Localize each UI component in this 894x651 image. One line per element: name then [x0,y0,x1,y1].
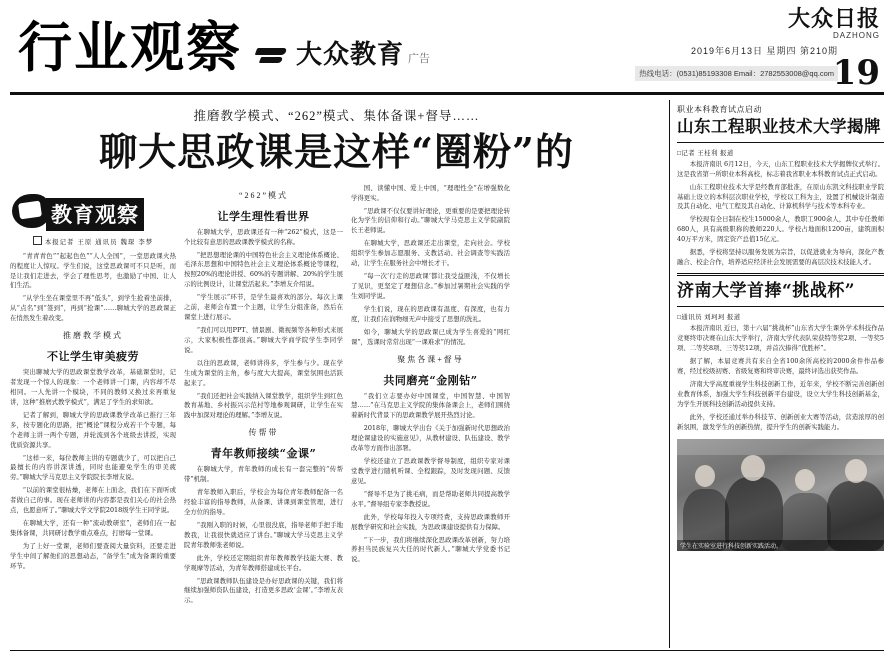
paragraph: 记者了解到，聊城大学的思政课教学改革已推行三年多，按专题化的思路，把“概论”课程分成若干个专题，每个老师主讲一两个专题，并轮流到各个班级去讲授，实现优质资源共享。 [10,410,176,449]
paragraph: “把思想理论课的中国特色社会主义理论体系概论、毛泽东思想和中国特色社会主义理论体系概论等课程，按照20%的理论讲授、60%的专题讲解、20%的学生展示的比例设计，让课堂活起来。”李增友介绍说。 [184,250,343,289]
sub-brand [256,6,430,68]
paragraph: 在聊城大学，还有一种“流动教研室”，老师们在一起集体备课，共同研讨教学重点难点，打磨每一堂课。 [10,519,176,537]
article-kicker: 推磨教学模式、“262”模式、集体备课+督导…… [193,109,480,123]
sidebar-headline-2: 济南大学首捧“挑战杯” [677,281,856,302]
paragraph: “以前的课堂很枯燥，老师在上面念，我们在下面听或者做自己的事。现在老师讲的内容都是我们关心的社会热点，也愿意听了。”聊城大学文学院2018级学生王同学说。 [10,486,176,515]
divider [677,306,884,307]
swoosh-icon [256,42,290,68]
paragraph: 济南大学高度重视学生科技创新工作，近年来，学校不断完善创新创业教育体系，加强大学生科技创新平台建设，设立大学生科技创新基金，为学生开展科技创新活动提供支持。 [677,380,884,408]
byline-text: 本报记者 王原 通讯员 魏琛 李梦 [44,237,154,246]
page-body [10,100,884,648]
publication-name-cn: 大众日报 [787,6,880,32]
education-observation-logo [12,192,162,232]
photo-figure-head [741,455,765,481]
sidebar-kicker-1: 职业本科教育试点启动 [677,105,762,114]
sidebar-headline-1: 山东工程职业技术大学揭牌 [677,117,881,136]
advertisement-tag: 广告 [408,53,431,65]
publication-name-en: DAZHONG [833,31,880,40]
section-subhead: 让学生理性看世界 [217,209,310,223]
page-number: 19 [832,53,880,93]
sub-brand-label: 大众教育 [296,40,405,70]
section-label: 传帮带 [248,428,279,438]
photo-figure-head [795,469,815,491]
section-label: 聚焦各课+督导 [397,354,464,364]
sidebar-byline-1: □记者 王桂利 报道 [677,149,734,157]
paragraph: 在聊城大学，思政课还有一种“262”模式，这是一个比较有意思的思政课教学模式的名称。 [184,227,343,246]
paragraph: 突出聊城大学的思政课堂教学改革，基础课堂时，记者发现一个惊人的现象：一个老师讲一门课，内容却不尽相同。一人先讲一个模块，不同的教师又换过来再重复讲，这种“推磨式教学模式”，满足了学生的求知欲。 [10,368,176,406]
article-headline: 聊大思政课是这样“圈粉”的 [99,129,574,174]
paragraph: “思政课不仅仅要讲好理论，更重要的是要把理论转化为学生的信仰和行动。”聊城大学马克思主义学院副院长王老师说。 [351,206,510,235]
contact-info: 热线电话：(0531)85193308 Email：2782553008@qq.com [635,66,838,81]
sidebar-byline-2: □通讯员 刘珂珂 报道 [677,314,741,322]
paragraph: 山东工程职业技术大学是经教育部批准，在原山东凯文科技职业学院基础上设立的本科层次职业学校，学校以工科为主，设置了机械设计制造及其自动化、电气工程及其自动化、计算机科学与技术等本科专业。 [677,182,884,211]
article-column-1 [10,184,176,610]
book-icon [12,194,50,228]
issue-info: 2019年6月13日 星期四 第210期 [690,46,838,56]
paragraph: 此外，学校还通过举办科技节、创新创业大赛等活动，营造浓厚的创新氛围，激发学生的创新热情，提升学生的创新实践能力。 [677,412,884,431]
education-observation-label: 教育观察 [46,198,144,231]
article-column-2 [184,184,343,610]
paragraph: 学生们说，现在的思政课有温度、有深度，也有力度，让我们在润物细无声中接受了思想的洗礼。 [351,304,510,323]
paragraph: “青青青色”“起起色色”“人人全国”，一堂思政课火热的程度让人惊叹。学生们说，这堂思政课可不只是听，而是让我们走进去，学会了理性思考，也激励了中国、让人们生活。 [10,251,176,290]
paragraph: “我们可以用PPT、情景剧、微视频等各种形式来展示，大家积极性都很高。”聊城大学商学院学生李同学说。 [184,325,343,354]
byline [10,236,176,246]
paragraph: “学生展示”环节，是学生最喜欢的部分。每次上课之前，老师会布置一个主题，让学生分组准备，然后在课堂上进行展示。 [184,293,343,322]
paragraph: 学校还建立了思政课教学督导制度，组织专家对课堂教学进行随机听课、全程跟踪，及时发现问题、反馈意见。 [351,457,510,485]
paragraph: 据了解，本届竞赛共有来自全省100余所高校的2000余件作品参赛，经过校级初赛、省级复赛和终审决赛，最终评选出获奖作品。 [677,357,884,376]
paragraph: “思政课教师队伍建设是办好思政课的关键，我们将继续加强师资队伍建设，打造更多思政‘金课’。”李增友表示。 [184,576,343,605]
page-title: 行业观察 [18,15,242,79]
paragraph: 以往的思政课，老师讲得多，学生参与少。现在学生成为课堂的主角，参与度大大提高，课堂氛围也活跃起来了。 [184,358,343,387]
paragraph: “这样一来，每位教师主讲的专题就少了，可以把自己最擅长的内容讲深讲透，同时也能避免学生的审美疲劳。”聊城大学马克思主义学院院长李增友说。 [10,453,176,482]
paragraph: “督导不是为了挑毛病，而是帮助老师共同提高教学水平。”督导组专家李教授说。 [351,489,510,508]
section-label: “262”模式 [238,190,289,200]
main-article-zone [10,100,670,648]
paragraph: 据悉，学校将坚持以服务发展为宗旨，以促进就业为导向，深化产教融合、校企合作，培养适应经济社会发展需要的高层次技术技能人才。 [677,248,884,267]
section-subhead: 不让学生审美疲劳 [47,350,139,364]
paragraph: “我们立志要办好中国课堂，中国智慧、中国智慧……”在马克思主义学院的集体备课会上，老师们围绕着新时代背景下的思政课教学展开热烈讨论。 [351,391,510,420]
photo-highlight [677,439,884,455]
paragraph: 本报济南讯 6月12日，今天，山东工程职业技术大学揭牌仪式举行。这是我省第一所职业本科高校，标志着我省职业本科教育试点正式启动。 [677,159,884,178]
paragraph: 本报济南讯 近日，第十六届“挑战杯”山东省大学生课外学术科技作品竞赛终审决赛在山东大学举行，济南大学代表队荣获特等奖2项、一等奖5项、二等奖8项、三等奖12项，并首次捧得“优胜杯”。 [677,324,884,353]
paragraph: “下一步，我们将继续深化思政课改革创新，努力培养担当民族复兴大任的时代新人。”聊城大学党委书记说。 [351,535,510,564]
divider [677,142,884,143]
paragraph: 如今，聊城大学的思政课已成为学生喜爱的“网红课”，选课时常常出现“一课难求”的情况。 [351,327,510,346]
section-subhead: 青年教师接续“金课” [210,447,317,461]
news-photo [677,439,884,551]
bullet-icon [33,236,42,245]
paragraph: 在聊城大学，思政课还走出课堂，走向社会。学校组织学生参加志愿服务、支教活动、社会调查等实践活动，让学生在服务社会中增长才干。 [351,239,510,268]
section-label: 推磨教学模式 [63,331,123,341]
paragraph: 此外，学校还定期组织青年教师教学技能大赛、教学观摩等活动，为青年教师搭建成长平台。 [184,553,343,572]
divider [677,273,884,276]
paragraph: 国、读懂中国、爱上中国，“理理性全”在增强数化学得更实。 [351,183,510,202]
photo-figure-head [695,465,715,487]
paragraph: “从学生坐在课堂里不再“低头”，到学生抢着坐前排，从“点名”到“签到”，再到“抢课”……聊城大学的思政课正在悄然发生着改变。 [10,294,176,323]
article-columns [10,184,663,610]
publication-logo [788,8,880,40]
paragraph: “每一次‘行走的思政课’都让我受益匪浅，不仅增长了见识，更坚定了理想信念。”参加过暑期社会实践的学生刘同学说。 [351,272,510,300]
paragraph: 此外，学校每年投入专项经费，支持思政课教师开展教学研究和社会实践，为思政课建设提供有力保障。 [351,512,510,531]
paragraph: 2018年，聊城大学出台《关于加强新时代思想政治理论课建设的实施意见》，从教材建设、队伍建设、教学改革等方面作出部署。 [351,424,510,453]
masthead [10,6,884,95]
paragraph: 青年教师入职后，学校会为每位青年教师配备一名经验丰富的指导教师，从备课、讲课到课堂管理，进行全方位的指导。 [184,488,343,516]
sidebar-article-zone [670,100,884,648]
paragraph: “我刚入职的时候，心里很没底，指导老师手把手地教我，让我很快就适应了讲台。”聊城大学马克思主义学院青年教师张老师说。 [184,520,343,549]
paragraph: 为了上好一堂课，老师们要查阅大量资料，还要走进学生中间了解他们的思想动态，“备学生”成为备课的重要环节。 [10,541,176,570]
photo-figure-head [845,459,867,483]
paragraph: 在聊城大学，青年教师的成长有一套完整的“传帮带”机制。 [184,465,343,484]
paragraph: “我们还把社会实践纳入课堂教学，组织学生到红色教育基地、乡村振兴示范村等地参观调研，让学生在实践中加深对理论的理解。”李增友说。 [184,391,343,420]
section-subhead: 共同磨亮“金刚钻” [383,373,478,387]
article-column-3 [351,184,510,610]
photo-caption: 学生在实验室进行科技创新实践活动。 [677,540,884,551]
paragraph: 学校现有全日制在校生15000余人，教职工900余人，其中专任教师680人，具有高级职称的教师220人。学校占地面积1200亩，建筑面积40万平方米，固定资产总值15亿元。 [677,215,884,244]
